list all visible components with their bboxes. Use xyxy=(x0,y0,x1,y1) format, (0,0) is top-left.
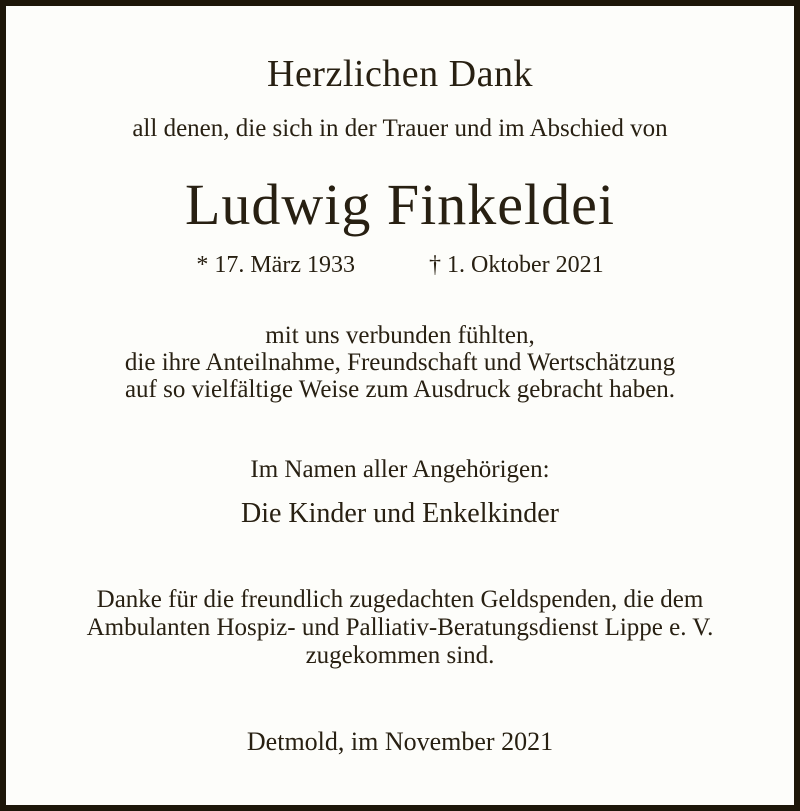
deceased-name: Ludwig Finkeldei xyxy=(184,172,615,237)
place-date: Detmold, im November 2021 xyxy=(246,727,554,756)
thanks-line: mit uns verbunden fühlten, xyxy=(265,322,535,349)
family-signature: Die Kinder und Enkelkinder xyxy=(240,498,560,529)
thanks-line: auf so vielfältige Weise zum Ausdruck gebracht haben. xyxy=(124,376,676,403)
donation-line: zugekommen sind. xyxy=(305,642,495,669)
thanks-line: die ihre Anteilnahme, Freundschaft und Wertschätzung xyxy=(124,349,676,376)
life-dates-row xyxy=(196,250,603,280)
death-date: † 1. Oktober 2021 xyxy=(428,252,604,278)
thanks-paragraph xyxy=(125,322,675,403)
notice-subtitle: all denen, die sich in der Trauer und im Abschied von xyxy=(132,115,668,142)
donation-paragraph xyxy=(87,586,714,670)
donation-line: Danke für die freundlich zugedachten Geldspenden, die dem xyxy=(96,586,704,613)
family-intro: Im Namen aller Angehörigen: xyxy=(250,456,550,483)
notice-title: Herzlichen Dank xyxy=(267,53,533,95)
birth-date: * 17. März 1933 xyxy=(196,252,355,278)
donation-line: Ambulanten Hospiz- und Palliativ-Beratungsdienst Lippe e. V. xyxy=(86,614,714,641)
